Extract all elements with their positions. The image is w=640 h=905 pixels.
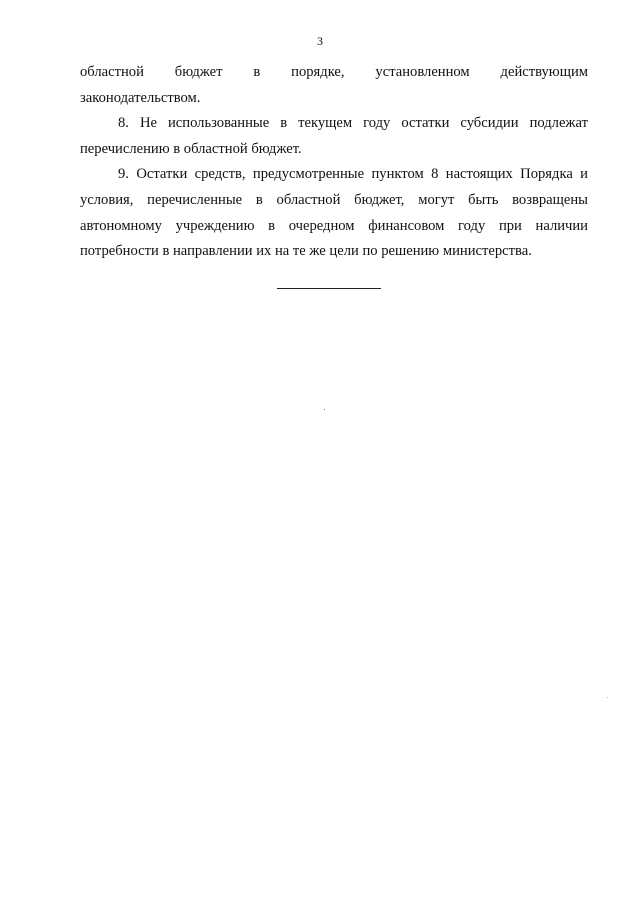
paragraph-item-9-line-2: условия, перечисленные в областной бюджет, могут быть возвращены — [80, 191, 588, 208]
closing-divider — [277, 288, 381, 289]
document-body — [80, 60, 588, 265]
paragraph-item-9-line-1: 9. Остатки средств, предусмотренные пунктом 8 настоящих Порядка и — [118, 166, 588, 183]
paragraph-item-8-line-2: перечислению в областной бюджет. — [80, 140, 302, 157]
paragraph-item-9-line-3: автономному учреждению в очередном финансовом году при наличии — [80, 217, 588, 234]
paragraph-item-8-line-1: 8. Не использованные в текущем году остатки субсидии подлежат — [118, 115, 588, 132]
scan-artifact-dot — [324, 409, 325, 410]
scan-artifact-dot — [607, 697, 608, 698]
page-number: 3 — [317, 34, 323, 48]
paragraph-continuation-line-1: областной бюджет в порядке, установленном действующим — [80, 64, 588, 80]
paragraph-continuation-line-2: законодательством. — [80, 89, 201, 106]
paragraph-item-9-line-4: потребности в направлении их на те же цели по решению министерства. — [80, 243, 532, 260]
